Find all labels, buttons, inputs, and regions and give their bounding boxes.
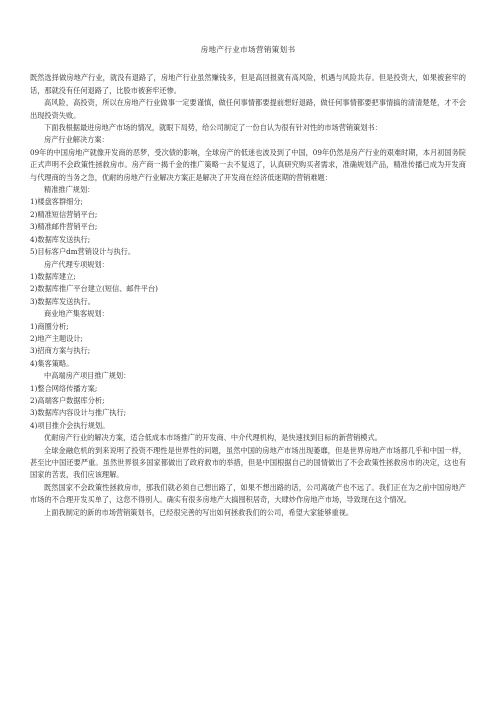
list-item: 2)精准短信营销平台; bbox=[30, 209, 98, 219]
paragraph-conclusion: 上面我制定的新的市场营销策划书，已经很完善的写出如何拯救我们的公司，希望大家能够重视。 bbox=[44, 507, 354, 517]
section-heading-agency-plan: 房产代理专项规划： bbox=[44, 259, 109, 269]
section-heading-highend-plan: 中高端房产项目推广规划： bbox=[44, 371, 131, 381]
paragraph-market-2009: 09年的中国房地产就像开发商的恶梦，受次债的影响，全球房产的低迷也波及到了中国，09年仍然是房产行业的艰难时期，本月初国务院正式声明不会政策性拯救房市。房产商一揭千金的推广策略一去不复返了，认真研究购买者需求，准确规划产品，精准传播已成为开发商与代理商的当务之急，优耐的房地产行业解决方案正是解决了开发商在经济低迷期的营销难题： bbox=[30, 147, 466, 182]
list-item: 3)招商方案与执行; bbox=[30, 346, 91, 356]
paragraph-plan-intro: 下面我根据最进房地产市场的情况，就眼下局势，给公司制定了一份自认为很有针对性的市场营销策划书： bbox=[44, 123, 382, 133]
list-item: 1)数据库建立; bbox=[30, 271, 76, 281]
document-title: 房地产行业市场营销策划书 bbox=[200, 45, 296, 54]
list-item: 4)集客策略。 bbox=[30, 358, 74, 368]
list-item: 1)楼盘客群细分; bbox=[30, 197, 83, 207]
list-item: 2)高端客户数据库分析; bbox=[30, 395, 105, 405]
list-item: 1)整合网络传播方案; bbox=[30, 383, 98, 393]
list-item: 2)地产主题设计; bbox=[30, 333, 83, 343]
section-heading-precise-promotion: 精准推广规划： bbox=[44, 185, 95, 195]
section-heading-solutions: 房产行业解决方案： bbox=[44, 135, 109, 145]
section-heading-commercial-plan: 商业地产集客规划： bbox=[44, 309, 109, 319]
paragraph-solution-summary: 优耐房产行业的解决方案，适合低成本市场推广的开发商、中介代理机构，是快速找到目标的新营销模式。 bbox=[44, 433, 382, 443]
paragraph-own-way-out: 既然国家不会政策性拯救房市，那我们就必须自己想出路了，如果不想出路的话，公司离破产也不远了。我们正在为之前中国房地产市场的不合理开发买单了，这您不得别人。确实有很多房地产大搞囤积居奇，大肆炒作房地产市场，导致现在这个情况。 bbox=[30, 482, 466, 505]
list-item: 5)目标客户dm营销设计与执行。 bbox=[30, 247, 136, 257]
list-item: 4)项目推介会执行规划。 bbox=[30, 420, 110, 430]
paragraph-risk: 高风险，高投资，所以在房地产行业做事一定要谨慎，做任何事情都要提前想好退路，做任何事情都要把事情搞的清清楚楚，才不会出现投资失败。 bbox=[30, 98, 466, 120]
paragraph-financial-crisis: 全球金融危机的到来说明了投资不理性是世界性的问题，虽然中国的房地产市场出现萎靡，但是世界房地产市场都几乎和中国一样，甚至比中国还要严重。虽然世界很多国家都做出了政府救市的举措，但是中国根据自己的国情做出了不会政策性拯救房市的决定，这也有国家的苦衷，我们应该理解。 bbox=[30, 445, 466, 480]
paragraph-intro: 既然选择做房地产行业，就没有退路了，房地产行业虽然赚钱多，但是高回报就有高风险，机遇与风险共存。但是投资大，如果被套牢的话，那就没有任何退路了，比股市被套牢还惨。 bbox=[30, 73, 466, 95]
list-item: 3)数据库内容设计与推广执行; bbox=[30, 408, 127, 418]
list-item: 3)数据库发送执行。 bbox=[30, 296, 95, 306]
list-item: 1)商圈分析; bbox=[30, 321, 69, 331]
list-item: 2)数据库推广平台建立(短信、邮件平台) bbox=[30, 284, 158, 294]
list-item: 3)精准邮件营销平台; bbox=[30, 222, 98, 232]
list-item: 4)数据库发送执行; bbox=[30, 234, 91, 244]
